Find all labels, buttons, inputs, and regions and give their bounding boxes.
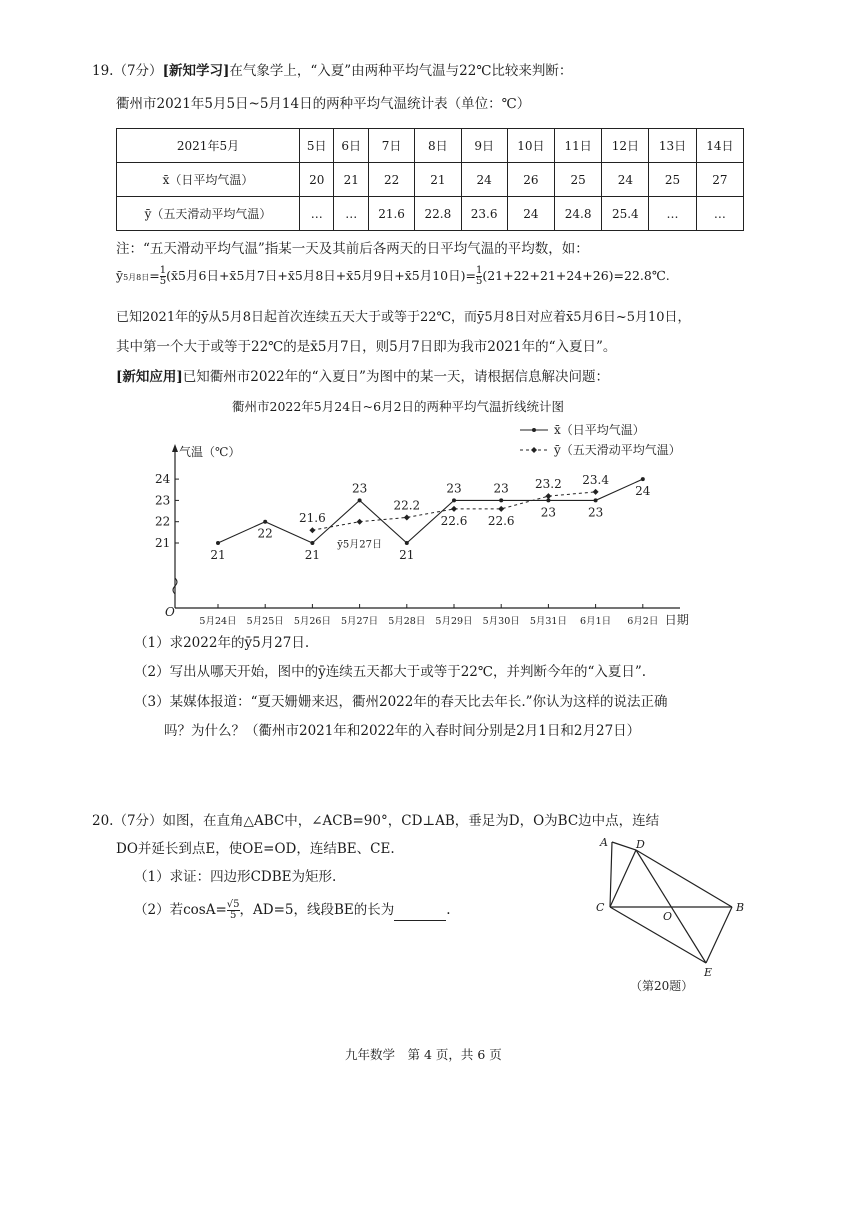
part2-text: （2）若cosA= (134, 902, 227, 918)
temperature-line-chart (140, 418, 740, 630)
point-b-label: B (736, 901, 745, 914)
table-cell: 24 (461, 163, 507, 197)
table-cell: 9日 (461, 129, 507, 163)
question-number: 19.（7分） (92, 63, 163, 79)
table-cell: 11日 (555, 129, 602, 163)
series-moving-label: 22.6 (487, 513, 515, 528)
series-daily-line (218, 479, 643, 543)
q19-intro (92, 62, 572, 80)
series-daily-point (452, 498, 456, 502)
note-fact: 已知2021年的ȳ从5月8日起首次连续五天大于或等于22℃，而ȳ5月8日对应着x̄5月6日~5月10日， (116, 310, 691, 325)
y-axis-arrow (172, 444, 178, 452)
segment-ad (612, 842, 636, 850)
point-d-label: D (636, 838, 645, 851)
q19-part3-line2: 吗？为什么？（衢州市2021年和2022年的入春时间分别是2月1日和2月27日） (164, 723, 641, 739)
note-conclusion: 其中第一个大于或等于22℃的是x̄5月7日，则5月7日即为我市2021年的“入夏日”。 (116, 339, 617, 355)
segment-ce (610, 907, 706, 963)
table-cell: 10日 (507, 129, 554, 163)
table-cell: 25 (555, 163, 602, 197)
series-daily-point (594, 498, 598, 502)
y-tick-label: 23 (155, 493, 171, 508)
series-moving-label: 22.2 (393, 498, 421, 513)
row-label-moving: ȳ（五天滑动平均气温） (117, 197, 300, 231)
series-daily-point (216, 541, 220, 545)
table-cell: 12日 (602, 129, 649, 163)
table-cell: 25 (649, 163, 696, 197)
segment-ac (610, 842, 612, 907)
q19-part1: （1）求2022年的ȳ5月27日. (134, 635, 310, 651)
series-moving-label: 23.2 (535, 477, 562, 492)
fraction-denominator: 5 (475, 276, 483, 287)
segment-db (636, 850, 732, 907)
legend-moving-label: ȳ（五天滑动平均气温） (554, 443, 681, 457)
series-moving-point (309, 527, 315, 533)
y-tick-label: 22 (155, 514, 171, 529)
cos-fraction (227, 900, 240, 921)
series-moving-point (357, 519, 363, 525)
y-tick-label: 24 (155, 472, 171, 487)
tag-new-application: [新知应用] (116, 369, 183, 385)
table-cell: 25.4 (602, 197, 649, 231)
y-axis-label: 气温（℃） (179, 445, 241, 459)
table-cell: 7日 (368, 129, 414, 163)
table-cell: 26 (507, 163, 554, 197)
series-daily-label: 23 (446, 481, 462, 496)
series-daily-label: 21 (210, 548, 226, 562)
table-cell: 23.6 (461, 197, 507, 231)
x-tick-label: 5月26日 (293, 616, 331, 627)
fraction-numerator: 1 (159, 265, 167, 276)
chart-legend (520, 422, 681, 457)
series-daily-point (641, 477, 645, 481)
table-cell: … (300, 197, 334, 231)
formula-sum: (x̄5月6日+x̄5月7日+x̄5月8日+x̄5月9日+x̄5月10日)= (166, 268, 476, 283)
fraction-denominator: 5 (159, 276, 167, 287)
series-daily-label: 23 (351, 481, 368, 496)
series-daily-point (310, 541, 314, 545)
chart-axes (165, 444, 689, 627)
series-moving-point (498, 506, 504, 512)
chart-series (210, 473, 650, 562)
point-e-label: E (704, 966, 713, 979)
x-tick-label: 5月29日 (435, 616, 473, 627)
formula-equals: = (149, 268, 160, 283)
triangle-figure (590, 830, 760, 1000)
q20-line2: DO并延长到点E，使OE=OD，连结BE、CE. (116, 841, 395, 857)
formula-ybar: ȳ (116, 268, 124, 283)
table-row-daily (117, 163, 744, 197)
x-tick-label: 5月24日 (199, 616, 237, 627)
point-a-label: A (600, 836, 608, 849)
period: . (446, 902, 451, 918)
table-cell: 27 (696, 163, 743, 197)
page-footer: 九年数学 第 4 页，共 6 页 (345, 1047, 502, 1062)
formula-sub: 5月8日 (123, 273, 150, 282)
series-daily-point (358, 498, 362, 502)
table-row-moving (117, 197, 744, 231)
segment-cd (610, 850, 636, 907)
x-tick-label: 5月25日 (246, 616, 284, 627)
tag-new-knowledge: [新知学习] (162, 63, 230, 79)
temperature-table (116, 128, 744, 231)
figure-caption: （第20题） (630, 979, 694, 993)
table-cell: 24 (602, 163, 649, 197)
table-cell: 21.6 (368, 197, 414, 231)
apply-text: 已知衢州市2022年的“入夏日”为图中的某一天，请根据信息解决问题： (182, 369, 609, 385)
series-moving-label: ȳ5月27日 (337, 539, 382, 551)
segment-be (706, 907, 732, 963)
table-cell: 21 (415, 163, 461, 197)
table-cell: 5日 (300, 129, 334, 163)
series-moving-label: 21.6 (299, 511, 326, 526)
point-c-label: C (596, 901, 605, 914)
table-cell: 24 (507, 197, 554, 231)
series-daily-point (263, 520, 267, 524)
table-caption: 衢州市2021年5月5日~5月14日的两种平均气温统计表（单位：℃） (116, 96, 531, 112)
series-daily-label: 23 (587, 505, 604, 520)
chart-title: 衢州市2022年5月24日~6月2日的两种平均气温折线统计图 (232, 399, 565, 414)
fraction-numerator: 1 (475, 265, 483, 276)
series-moving-label: 23.4 (582, 472, 609, 487)
series-daily-label: 21 (304, 548, 321, 562)
table-cell: … (696, 197, 743, 231)
table-cell: … (649, 197, 696, 231)
series-moving-point (404, 514, 410, 520)
origin-label: O (165, 605, 175, 619)
part2-text-b: ，AD=5，线段BE的长为 (239, 902, 395, 918)
q19-part3-line1: （3）某媒体报道：“夏天姗姗来迟，衢州2022年的春天比去年长.”你认为这样的说法正确 (134, 694, 668, 710)
table-cell: 6日 (334, 129, 368, 163)
table-cell: 24.8 (555, 197, 602, 231)
x-tick-label: 5月27日 (341, 616, 379, 627)
x-tick-label: 5月30日 (482, 616, 520, 627)
q19-part2: （2）写出从哪天开始，图中的ȳ连续五天都大于或等于22℃，并判断今年的“入夏日”. (134, 664, 647, 680)
x-tick-label: 5月28日 (388, 616, 426, 627)
table-cell: 21 (334, 163, 368, 197)
table-cell: 8日 (415, 129, 461, 163)
series-daily-label: 23 (493, 481, 509, 496)
note-definition: 注：“五天滑动平均气温”指某一天及其前后各两天的日平均气温的平均数，如： (116, 241, 589, 257)
series-daily-label: 24 (635, 484, 651, 499)
table-header-label: 2021年5月 (117, 129, 300, 163)
series-daily-point (499, 498, 503, 502)
y-tick-label: 21 (155, 536, 171, 550)
q20-part1: （1）求证：四边形CDBE为矩形. (134, 869, 337, 885)
table-cell: 13日 (649, 129, 696, 163)
legend-moving-marker (531, 447, 537, 453)
series-moving-label: 22.6 (440, 513, 468, 528)
formula-result: (21+22+21+24+26)=22.8℃. (482, 268, 670, 283)
point-o-label: O (663, 910, 673, 923)
q20-line1: 20.（7分）如图，在直角△ABC中，∠ACB=90°，CD⊥AB，垂足为D，O为BC边中点，连结 (92, 813, 660, 829)
series-moving-point (545, 493, 551, 499)
fraction-denominator: 5 (229, 910, 237, 921)
intro-text: 在气象学上，“入夏”由两种平均气温与22℃比较来判断： (229, 63, 573, 79)
legend-daily-marker (532, 428, 536, 432)
fraction-numerator: √5 (226, 899, 240, 910)
q20-part2 (134, 900, 451, 921)
note-formula (116, 266, 670, 287)
series-daily-label: 23 (540, 505, 557, 520)
answer-blank[interactable] (394, 906, 446, 921)
series-moving-point (451, 506, 457, 512)
table-cell: … (334, 197, 368, 231)
series-daily-label: 22 (257, 526, 273, 541)
table-header-row (117, 129, 744, 163)
x-tick-label: 6月1日 (580, 616, 612, 627)
table-cell: 22.8 (415, 197, 461, 231)
x-tick-label: 5月31日 (529, 616, 567, 627)
row-label-daily: x̄（日平均气温） (117, 163, 300, 197)
table-cell: 22 (368, 163, 414, 197)
series-moving-point (593, 489, 599, 495)
x-tick-label: 6月2日 (627, 616, 659, 627)
series-daily-label: 21 (399, 548, 415, 562)
x-axis-label: 日期 (664, 613, 689, 627)
legend-daily-label: x̄（日平均气温） (554, 423, 645, 437)
table-cell: 14日 (696, 129, 743, 163)
series-daily-point (405, 541, 409, 545)
table-cell: 20 (300, 163, 334, 197)
apply-intro (116, 368, 609, 386)
